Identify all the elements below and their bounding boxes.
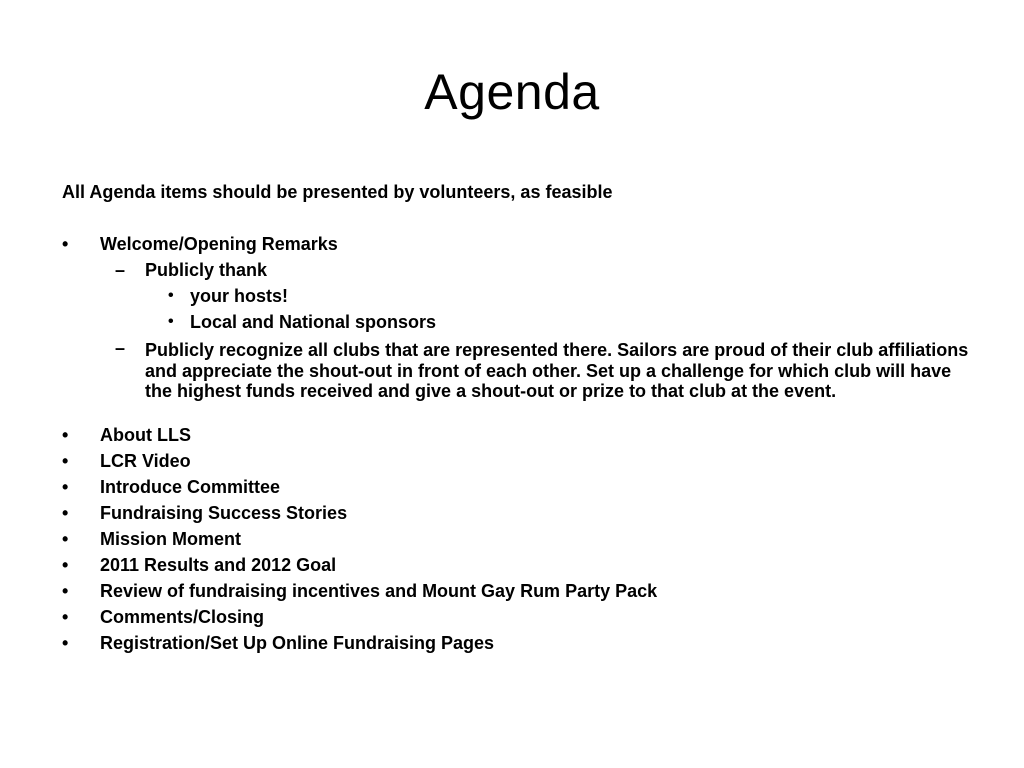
agenda-item-welcome: Welcome/Opening Remarks (100, 234, 338, 254)
sub-item-publicly-recognize: Publicly recognize all clubs that are represented there. Sailors are proud of their club affiliations and appreciate the shout-out in front of each other. Set up a challenge for which club will have the highest funds received and give a shout-out or prize to that club at the event. (145, 340, 969, 401)
agenda-item-success-stories: Fundraising Success Stories (100, 503, 348, 523)
agenda-item-lcr-video: LCR Video (100, 451, 191, 471)
bullet-icon: • (62, 529, 69, 549)
bullet-icon: • (62, 425, 69, 445)
bullet-icon: • (62, 607, 69, 627)
slide-title: Agenda (424, 64, 600, 120)
sub-item-publicly-thank: Publicly thank (145, 260, 268, 280)
agenda-item-introduce-committee: Introduce Committee (100, 477, 281, 497)
dash-icon: – (115, 260, 126, 280)
bullet-icon: • (62, 581, 69, 601)
bullet-icon: • (168, 287, 174, 304)
agenda-item-about-lls: About LLS (100, 425, 191, 445)
bullet-icon: • (62, 451, 69, 471)
bullet-icon: • (62, 477, 69, 497)
bullet-icon: • (62, 555, 69, 575)
agenda-item-mission-moment: Mission Moment (100, 529, 242, 549)
sub-sub-item-sponsors: Local and National sponsors (190, 312, 437, 332)
sub-sub-item-hosts: your hosts! (190, 286, 289, 306)
agenda-item-comments-closing: Comments/Closing (100, 607, 265, 627)
agenda-item-incentives: Review of fundraising incentives and Mount Gay Rum Party Pack (100, 581, 658, 601)
intro-text: All Agenda items should be presented by volunteers, as feasible (62, 182, 613, 202)
bullet-icon: • (62, 503, 69, 523)
bullet-icon: • (62, 234, 69, 254)
dash-icon: – (115, 338, 126, 358)
agenda-item-registration: Registration/Set Up Online Fundraising Pages (100, 633, 495, 653)
bullet-icon: • (168, 313, 174, 330)
bullet-icon: • (62, 633, 69, 653)
agenda-item-results-goal: 2011 Results and 2012 Goal (100, 555, 337, 575)
